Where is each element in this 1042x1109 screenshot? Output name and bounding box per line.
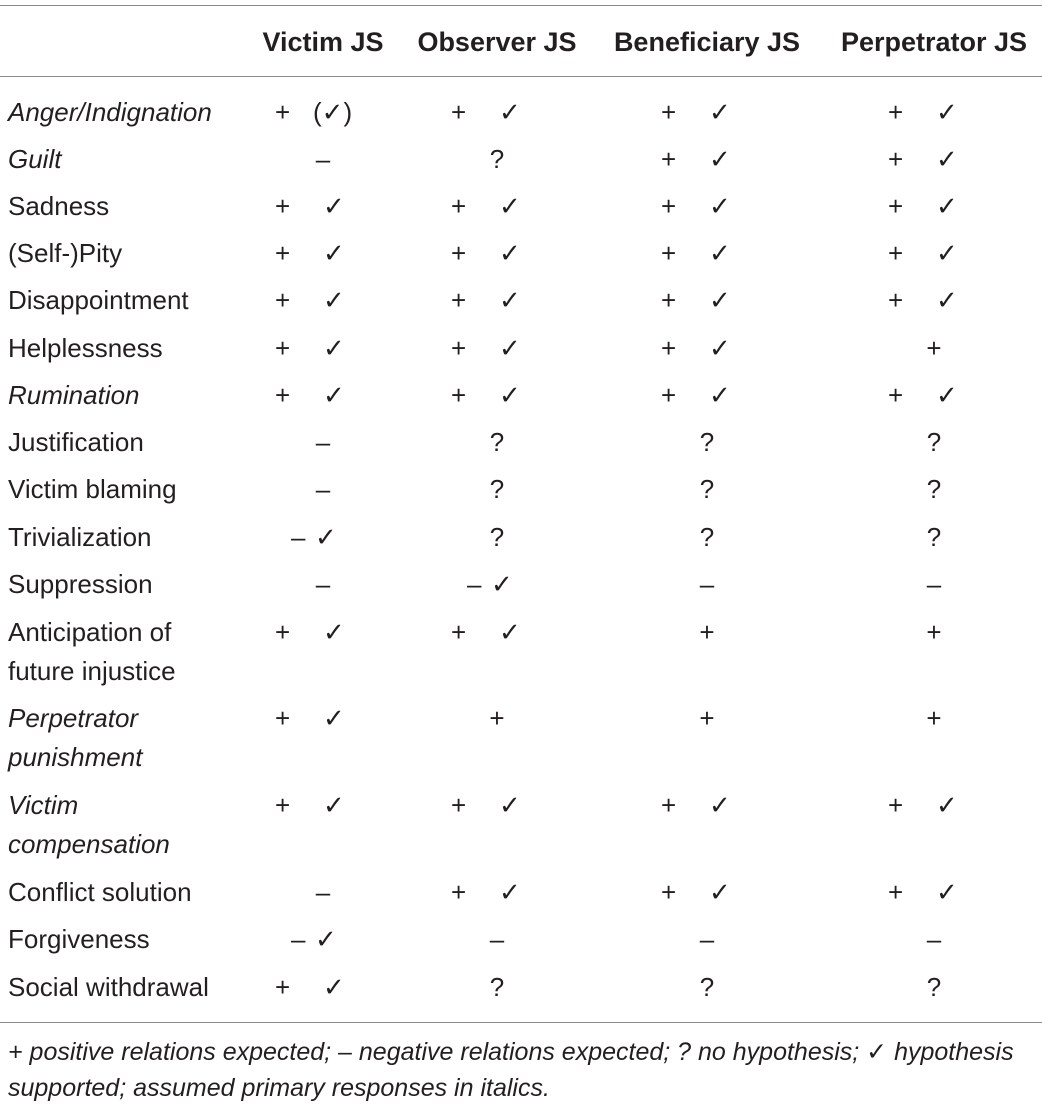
cell-sign: + — [451, 238, 467, 268]
cell-check: ✓ — [323, 285, 345, 315]
row-label: Victim — [8, 790, 79, 820]
cell-sign: ? — [489, 474, 505, 504]
cell-sign: + — [451, 380, 467, 410]
cell-sign: + — [275, 380, 291, 410]
cell-check: ✓ — [709, 790, 731, 820]
column-header: Beneficiary JS — [613, 27, 801, 57]
row-label: punishment — [8, 742, 143, 772]
cell-sign: + — [888, 877, 904, 907]
cell-sign: + — [888, 144, 904, 174]
cell-check: ✓ — [323, 191, 345, 221]
cell-sign: – — [315, 144, 331, 174]
cell-sign: – — [699, 569, 715, 599]
cell-sign: + — [451, 790, 467, 820]
cell-check: (✓) — [313, 97, 353, 127]
row-label: compensation — [8, 829, 170, 859]
cell-sign: ? — [489, 144, 505, 174]
cell-check: ✓ — [936, 191, 958, 221]
row-label: Social withdrawal — [8, 972, 209, 1002]
column-header: Perpetrator JS — [840, 27, 1028, 57]
cell-sign: + — [275, 703, 291, 733]
cell-sign: + — [926, 333, 942, 363]
cell-sign: + — [888, 238, 904, 268]
cell-sign: ? — [699, 427, 715, 457]
cell-check: ✓ — [499, 191, 521, 221]
cell-sign: + — [661, 380, 677, 410]
cell-check: ✓ — [323, 703, 345, 733]
cell-check: ✓ — [499, 333, 521, 363]
cell-sign: – — [699, 924, 715, 954]
table-header-rule — [0, 76, 1042, 77]
cell-check: ✓ — [499, 877, 521, 907]
cell-sign: ? — [489, 972, 505, 1002]
cell-sign: + — [888, 790, 904, 820]
cell-sign: + — [661, 144, 677, 174]
column-header: Victim JS — [262, 27, 384, 57]
row-label: Disappointment — [8, 285, 189, 315]
cell-sign: + — [451, 285, 467, 315]
cell-sign: + — [451, 617, 467, 647]
cell-sign: + — [275, 97, 291, 127]
cell-check: ✓ — [709, 877, 731, 907]
cell-check: ✓ — [709, 191, 731, 221]
cell-sign: ? — [699, 972, 715, 1002]
row-label: Suppression — [8, 569, 153, 599]
cell-sign: + — [888, 191, 904, 221]
cell-sign: – — [315, 877, 331, 907]
cell-sign: – — [489, 924, 505, 954]
row-label: Victim blaming — [8, 474, 177, 504]
cell-sign: ? — [699, 522, 715, 552]
table-top-rule — [0, 5, 1042, 6]
cell-check: ✓ — [936, 144, 958, 174]
cell-sign: – — [467, 569, 482, 599]
table-footnote: + positive relations expected; – negative relations expected; ? no hypothesis; ✓ hypothesis supported; assumed primary responses in italics. — [8, 1038, 1014, 1102]
row-label: (Self-)Pity — [8, 238, 123, 268]
cell-sign: + — [661, 238, 677, 268]
cell-check: ✓ — [323, 790, 345, 820]
cell-sign: + — [888, 285, 904, 315]
cell-check: ✓ — [936, 790, 958, 820]
cell-check: ✓ — [323, 380, 345, 410]
column-header: Observer JS — [417, 27, 577, 57]
cell-sign: + — [661, 97, 677, 127]
cell-sign: – — [315, 474, 331, 504]
row-label: future injustice — [8, 656, 176, 686]
cell-sign: + — [888, 380, 904, 410]
cell-sign: + — [451, 877, 467, 907]
cell-sign: + — [661, 191, 677, 221]
cell-sign: – — [291, 924, 306, 954]
cell-sign: + — [489, 703, 505, 733]
cell-sign: + — [275, 285, 291, 315]
cell-check: ✓ — [323, 972, 345, 1002]
cell-sign: + — [451, 97, 467, 127]
cell-sign: + — [451, 191, 467, 221]
cell-check: ✓ — [499, 97, 521, 127]
row-label: Anger/Indignation — [8, 97, 212, 127]
row-label: Justification — [8, 427, 144, 457]
cell-sign: – — [926, 569, 942, 599]
cell-check: ✓ — [936, 877, 958, 907]
cell-sign: + — [888, 97, 904, 127]
cell-sign: + — [661, 333, 677, 363]
cell-sign: + — [661, 285, 677, 315]
cell-check: ✓ — [499, 285, 521, 315]
cell-sign: + — [275, 790, 291, 820]
cell-check: ✓ — [323, 617, 345, 647]
row-label: Helplessness — [8, 333, 163, 363]
cell-check: ✓ — [323, 333, 345, 363]
row-label: Guilt — [8, 144, 62, 174]
cell-check: ✓ — [709, 238, 731, 268]
row-label: Trivialization — [8, 522, 152, 552]
cell-sign: ? — [926, 972, 942, 1002]
cell-sign: + — [275, 238, 291, 268]
cell-check: ✓ — [936, 380, 958, 410]
cell-sign: ? — [926, 427, 942, 457]
row-label: Perpetrator — [8, 703, 139, 733]
cell-check: ✓ — [936, 238, 958, 268]
cell-sign: + — [926, 703, 942, 733]
cell-check: ✓ — [499, 790, 521, 820]
cell-check: ✓ — [499, 238, 521, 268]
cell-check: ✓ — [499, 380, 521, 410]
row-label: Rumination — [8, 380, 140, 410]
row-label: Sadness — [8, 191, 110, 221]
cell-sign: + — [275, 972, 291, 1002]
cell-check: ✓ — [499, 617, 521, 647]
cell-sign: + — [451, 333, 467, 363]
cell-sign: ? — [489, 427, 505, 457]
cell-sign: + — [275, 617, 291, 647]
cell-check: ✓ — [709, 333, 731, 363]
row-label: Forgiveness — [8, 924, 150, 954]
cell-check: ✓ — [709, 380, 731, 410]
cell-check: ✓ — [709, 285, 731, 315]
cell-check: ✓ — [491, 569, 513, 599]
cell-check: ✓ — [709, 97, 731, 127]
cell-check: ✓ — [936, 97, 958, 127]
cell-sign: ? — [699, 474, 715, 504]
row-label: Conflict solution — [8, 877, 192, 907]
cell-sign: + — [275, 333, 291, 363]
cell-sign: + — [699, 617, 715, 647]
cell-sign: – — [315, 569, 331, 599]
cell-sign: – — [926, 924, 942, 954]
cell-sign: – — [315, 427, 331, 457]
table-bottom-rule — [0, 1022, 1042, 1023]
cell-sign: ? — [489, 522, 505, 552]
row-label: Anticipation of — [8, 617, 172, 647]
cell-sign: + — [661, 790, 677, 820]
cell-sign: + — [926, 617, 942, 647]
cell-sign: ? — [926, 474, 942, 504]
cell-sign: – — [291, 522, 306, 552]
cell-sign: + — [699, 703, 715, 733]
cell-check: ✓ — [709, 144, 731, 174]
cell-check: ✓ — [936, 285, 958, 315]
cell-check: ✓ — [315, 522, 337, 552]
cell-sign: ? — [926, 522, 942, 552]
cell-sign: + — [661, 877, 677, 907]
cell-sign: + — [275, 191, 291, 221]
cell-check: ✓ — [323, 238, 345, 268]
cell-check: ✓ — [315, 924, 337, 954]
